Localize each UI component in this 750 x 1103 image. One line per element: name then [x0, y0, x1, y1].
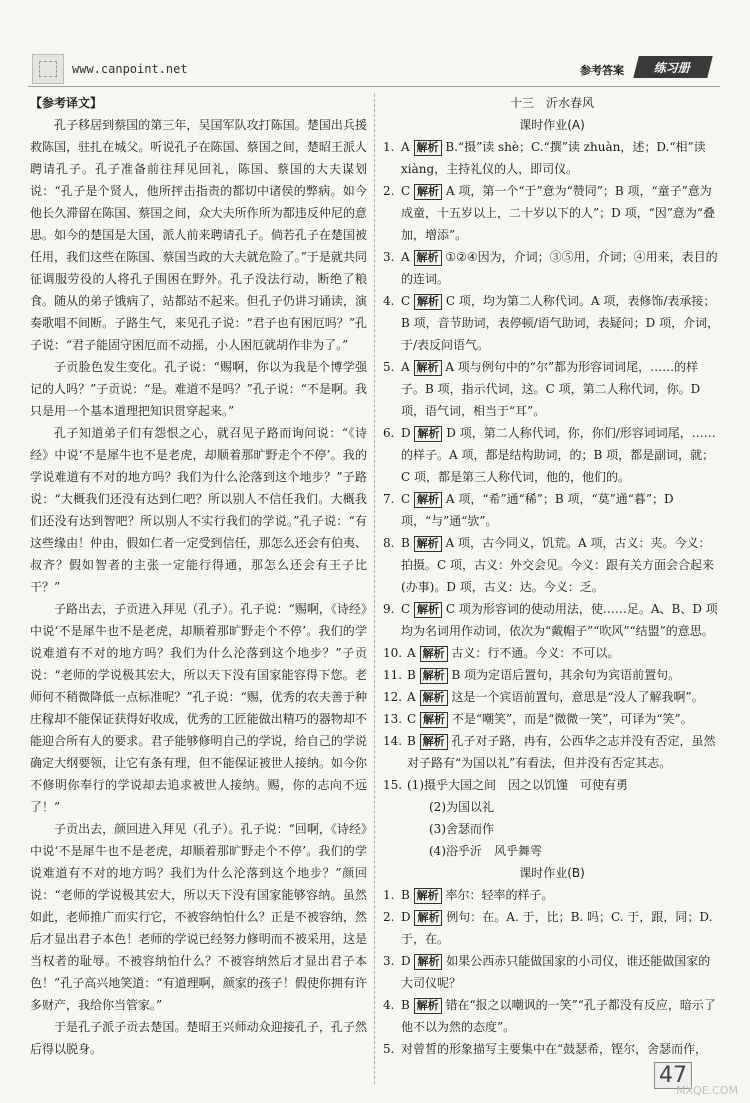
item-text: B.“摄”读 shè；C.“撰”读 zhuàn，述；D.“相”读 xiàng，主持礼仪的人，即司仪。	[401, 140, 706, 176]
item-text: 古义：行不通。今义：不可以。	[451, 646, 620, 660]
item-text: A 项，第一个“于”意为“赞同”；B 项，“童子”意为成童，十五岁以上，二十岁以下的人”；D 项，“因”意为“叠加，增添”。	[401, 184, 715, 242]
analysis-tag: 解析	[414, 426, 442, 442]
item-number: 5.	[383, 1042, 395, 1056]
item-number: 9.	[383, 602, 395, 616]
item-number: 15.	[383, 778, 403, 792]
item-number: 1.	[383, 888, 395, 902]
answer-letter: C	[401, 294, 411, 308]
left-column	[30, 92, 367, 1092]
answer-letter: D	[401, 954, 411, 968]
analysis-tag: 解析	[420, 668, 448, 684]
answer-letter: A	[407, 690, 416, 704]
answer-letter: B	[401, 888, 410, 902]
paragraph: 子路出去，子贡进入拜见（孔子）。孔子说：“赐啊，《诗经》中说‘不是犀牛也不是老虎，却顺着那旷野走个不停’。我们的学说难道有不对的地方吗？我们为什么沦落到这个地步？”子贡说：“老师的学说极其宏大，所以天下没有国家能容得下您。老师何不稍微降低一点标准呢？”孔子说：“赐，优秀的农夫善于种庄稼却不能保证获得好收成，优秀的工匠能做出精巧的器物却不能迎合所有人的要求。君子能够修明自己的学说，给自己的学说确定大纲要领，让它有条有理，但不能保证被世人接纳。如今你不修明你奉行的学说却去追求被世人接纳。赐，你的志向不远了！”	[30, 602, 367, 814]
answer-item	[383, 708, 721, 730]
analysis-tag: 解析	[414, 602, 442, 618]
paragraph: 孔子知道弟子们有怨恨之心，就召见子路而询问说：“《诗经》中说‘不是犀牛也不是老虎，却顺着那旷野走个不停’。我的学说难道有不对的地方吗？我们为什么沦落到这个地步？”子路说：“大概我们还没有达到仁吧？所以别人不信任我们。大概我们还没有达到智吧？所以别人不实行我们的学说。”孔子说：“有这些缘由！仲由，假如仁者一定受到信任，那怎么还会有伯夷、叔齐？假如智者的主张一定能行得通，那怎么还会有王子比干？”	[30, 426, 367, 594]
analysis-tag: 解析	[414, 140, 442, 156]
answer-item	[383, 290, 721, 356]
homework-b-title: 课时作业(B)	[519, 866, 585, 880]
item-number: 2.	[383, 184, 395, 198]
answer-item	[383, 664, 721, 686]
answer-item	[383, 422, 721, 488]
answer-item	[383, 906, 721, 950]
analysis-tag: 解析	[414, 184, 442, 200]
item-number: 7.	[383, 492, 395, 506]
answer-item	[383, 180, 721, 246]
answer-item	[383, 884, 721, 906]
header-label: 参考答案	[580, 64, 624, 77]
item-number: 4.	[383, 998, 395, 1012]
answer-item	[383, 950, 721, 994]
item-text: C 项为形容词的使动用法，使……足。A、B、D 项均为名词用作动词，依次为“戴帽子”“吹风”“结盟”的意思。	[401, 602, 718, 638]
item-number: 4.	[383, 294, 395, 308]
item-text: A 项与例句中的“尔”都为形容词词尾，……的样子。B 项，指示代词，这。C 项，第二人称代词，你。D 项，语气词，相当于“耳”。	[401, 360, 701, 418]
analysis-tag: 解析	[414, 954, 442, 970]
item-text: 如果公西赤只能做国家的小司仪，谁还能做国家的大司仪呢？	[401, 954, 711, 990]
item-number: 2.	[383, 910, 395, 924]
page-number: 47	[654, 1062, 692, 1089]
answer-letter: A	[401, 360, 410, 374]
analysis-tag: 解析	[420, 690, 448, 706]
analysis-tag: 解析	[420, 734, 448, 750]
item-number: 3.	[383, 954, 395, 968]
answer-letter: A	[401, 250, 410, 264]
answer-item	[383, 686, 721, 708]
right-column	[383, 92, 721, 1092]
section-title: 十三 沂水春风	[509, 96, 594, 110]
item-text: 对曾皙的形象描写主要集中在“鼓瑟希，铿尔，舍瑟而作，	[401, 1042, 708, 1056]
analysis-tag: 解析	[414, 998, 442, 1014]
answer-letter: D	[401, 910, 411, 924]
item-number: 10.	[383, 646, 403, 660]
answer-letter: B	[407, 668, 416, 682]
watermark: MXQE.COM	[676, 1084, 738, 1097]
answer-letter: A	[407, 646, 416, 660]
item-number: 11.	[383, 668, 403, 682]
item-text: A 项，古今同义，饥荒。A 项，古义：夹。今义：拍摄。C 项，古义：外交会见。今义：跟有关方面会合起来(办事)。D 项，古义：达。今义：乏。	[401, 536, 714, 594]
answer-item	[383, 774, 721, 796]
item-text: ①②④因为，介词；③⑤用，介词；④用来，表目的的连词。	[401, 250, 718, 286]
item-line: (1)摄乎大国之间 因之以饥馑 可使有勇	[407, 778, 628, 792]
site-url: www.canpoint.net	[72, 62, 188, 76]
item-text: A 项，“希”通“稀”；B 项，“莫”通“暮”；D 项，“与”通“欤”。	[401, 492, 674, 528]
item-line: (2)为国以礼	[429, 800, 494, 814]
answer-item	[383, 532, 721, 598]
item-number: 13.	[383, 712, 403, 726]
item-text: 错在“报之以嘲讽的一笑”“孔子都没有反应，暗示了他不以为然的态度”。	[401, 998, 716, 1034]
answer-letter: C	[407, 712, 417, 726]
item-number: 6.	[383, 426, 395, 440]
answer-letter: D	[401, 426, 411, 440]
column-divider	[374, 94, 375, 1084]
paragraph: 子贡出去，颜回进入拜见（孔子）。孔子说：“回啊，《诗经》中说‘不是犀牛也不是老虎，却顺着那旷野走个不停’。我们的学说难道有不对的地方吗？我们为什么沦落到这个地步？”颜回说：“老师的学说极其宏大，所以天下没有国家能够容纳。虽然如此，老师推广而实行它，不被容纳怕什么？正是不被容纳，然后才显出君子本色！老师的学说已经努力修明而不被采用，这是当权者的耻辱。不被容纳怕什么？不被容纳然后才显出君子本色！”孔子高兴地笑道：“有道理啊，颜家的孩子！假使你拥有许多财产，我给你当管家。”	[30, 822, 367, 1012]
translation-heading: 【参考译文】	[30, 96, 103, 110]
item-text: 例句：在。A. 于，比；B. 吗；C. 于，跟，同；D. 于，在。	[401, 910, 713, 946]
answer-list-b	[383, 884, 721, 1060]
answer-item	[383, 642, 721, 664]
paragraph: 于是孔子派子贡去楚国。楚昭王兴师动众迎接孔子，孔子然后得以脱身。	[30, 1020, 367, 1056]
item-number: 3.	[383, 250, 395, 264]
answer-letter: C	[401, 602, 411, 616]
analysis-tag: 解析	[414, 888, 442, 904]
paragraph: 子贡脸色发生变化。孔子说：“赐啊，你以为我是个博学强记的人吗？”子贡说：“是。难道不是吗？”孔子说：“不是啊。我只是用一个基本道理把知识贯穿起来。”	[30, 360, 367, 418]
item-text: 这是一个宾语前置句，意思是“没人了解我啊”。	[451, 690, 704, 704]
item-number: 5.	[383, 360, 395, 374]
item-text: C 项，均为第二人称代词。A 项，表修饰/表承接；B 项，音节助词，表停顿/语气助词，表疑问；D 项，介词，于/表反问语气。	[401, 294, 720, 352]
answer-list-a	[383, 136, 721, 774]
answer-item	[383, 1038, 721, 1060]
answer-item	[383, 246, 721, 290]
item-text: B 项为定语后置句，其余句为宾语前置句。	[451, 668, 681, 682]
answer-letter: C	[401, 184, 411, 198]
answer-item	[383, 730, 721, 774]
answer-letter: B	[407, 734, 416, 748]
paragraph: 孔子移居到蔡国的第三年，吴国军队攻打陈国。楚国出兵援救陈国，驻扎在城父。听说孔子在陈国、蔡国之间，楚昭王派人聘请孔子。孔子准备前往拜见回礼，陈国、蔡国的大夫谋划说：“孔子是个贤人，他所抨击指责的都切中诸侯的弊病。如今他长久滞留在陈国、蔡国之间，众大夫所作所为都违反仲尼的意思。如今的楚国是大国，派人前来聘请孔子。倘若孔子在楚国被任用，我们这些在陈国、蔡国当政的大夫就危险了。”于是就共同征调服劳役的人将孔子围困在野外。孔子没法行动，断绝了粮食。随从的弟子饿病了，站都站不起来。但孔子仍讲习诵读，演奏歌唱不间断。子路生气，来见孔子说：“君子也有困厄吗？”孔子说：“君子能固守困厄而不动摇，小人困厄就胡作非为了。”	[30, 118, 367, 352]
homework-a-title: 课时作业(A)	[519, 118, 585, 132]
answer-letter: C	[401, 492, 411, 506]
logo-icon	[32, 54, 64, 84]
item-number: 12.	[383, 690, 403, 704]
item-text: 不是“嘲笑”，而是“微微一笑”，可译为“笑”。	[451, 712, 693, 726]
analysis-tag: 解析	[414, 250, 442, 266]
page-header	[28, 52, 720, 87]
answer-letter: B	[401, 998, 410, 1012]
item-line: (4)浴乎沂 风乎舞雩	[429, 844, 542, 858]
item-line: (3)舍瑟而作	[429, 822, 494, 836]
analysis-tag: 解析	[414, 360, 442, 376]
analysis-tag: 解析	[414, 492, 442, 508]
analysis-tag: 解析	[414, 536, 442, 552]
answer-letter: A	[401, 140, 410, 154]
item-text: D 项，第二人称代词，你，你们/形容词词尾，……的样子。A 项，都是结构助词，的；B 项，都是副词，就；C 项，都是第三人称代词，他的，他们的。	[401, 426, 716, 484]
analysis-tag: 解析	[414, 910, 442, 926]
item-text: 孔子对子路，冉有，公西华之志并没有否定，虽然对子路有“为国以礼”有看法，但并没有否定其志。	[407, 734, 716, 770]
analysis-tag: 解析	[420, 646, 448, 662]
item-number: 8.	[383, 536, 395, 550]
item-number: 1.	[383, 140, 395, 154]
header-badge: 练习册	[633, 56, 712, 78]
answer-item	[383, 598, 721, 642]
answer-item	[383, 488, 721, 532]
answer-item	[383, 356, 721, 422]
answer-item	[383, 136, 721, 180]
item-number: 14.	[383, 734, 403, 748]
analysis-tag: 解析	[414, 294, 442, 310]
analysis-tag: 解析	[420, 712, 448, 728]
answer-item	[383, 994, 721, 1038]
item-text: 率尔：轻率的样子。	[445, 888, 554, 902]
answer-letter: B	[401, 536, 410, 550]
